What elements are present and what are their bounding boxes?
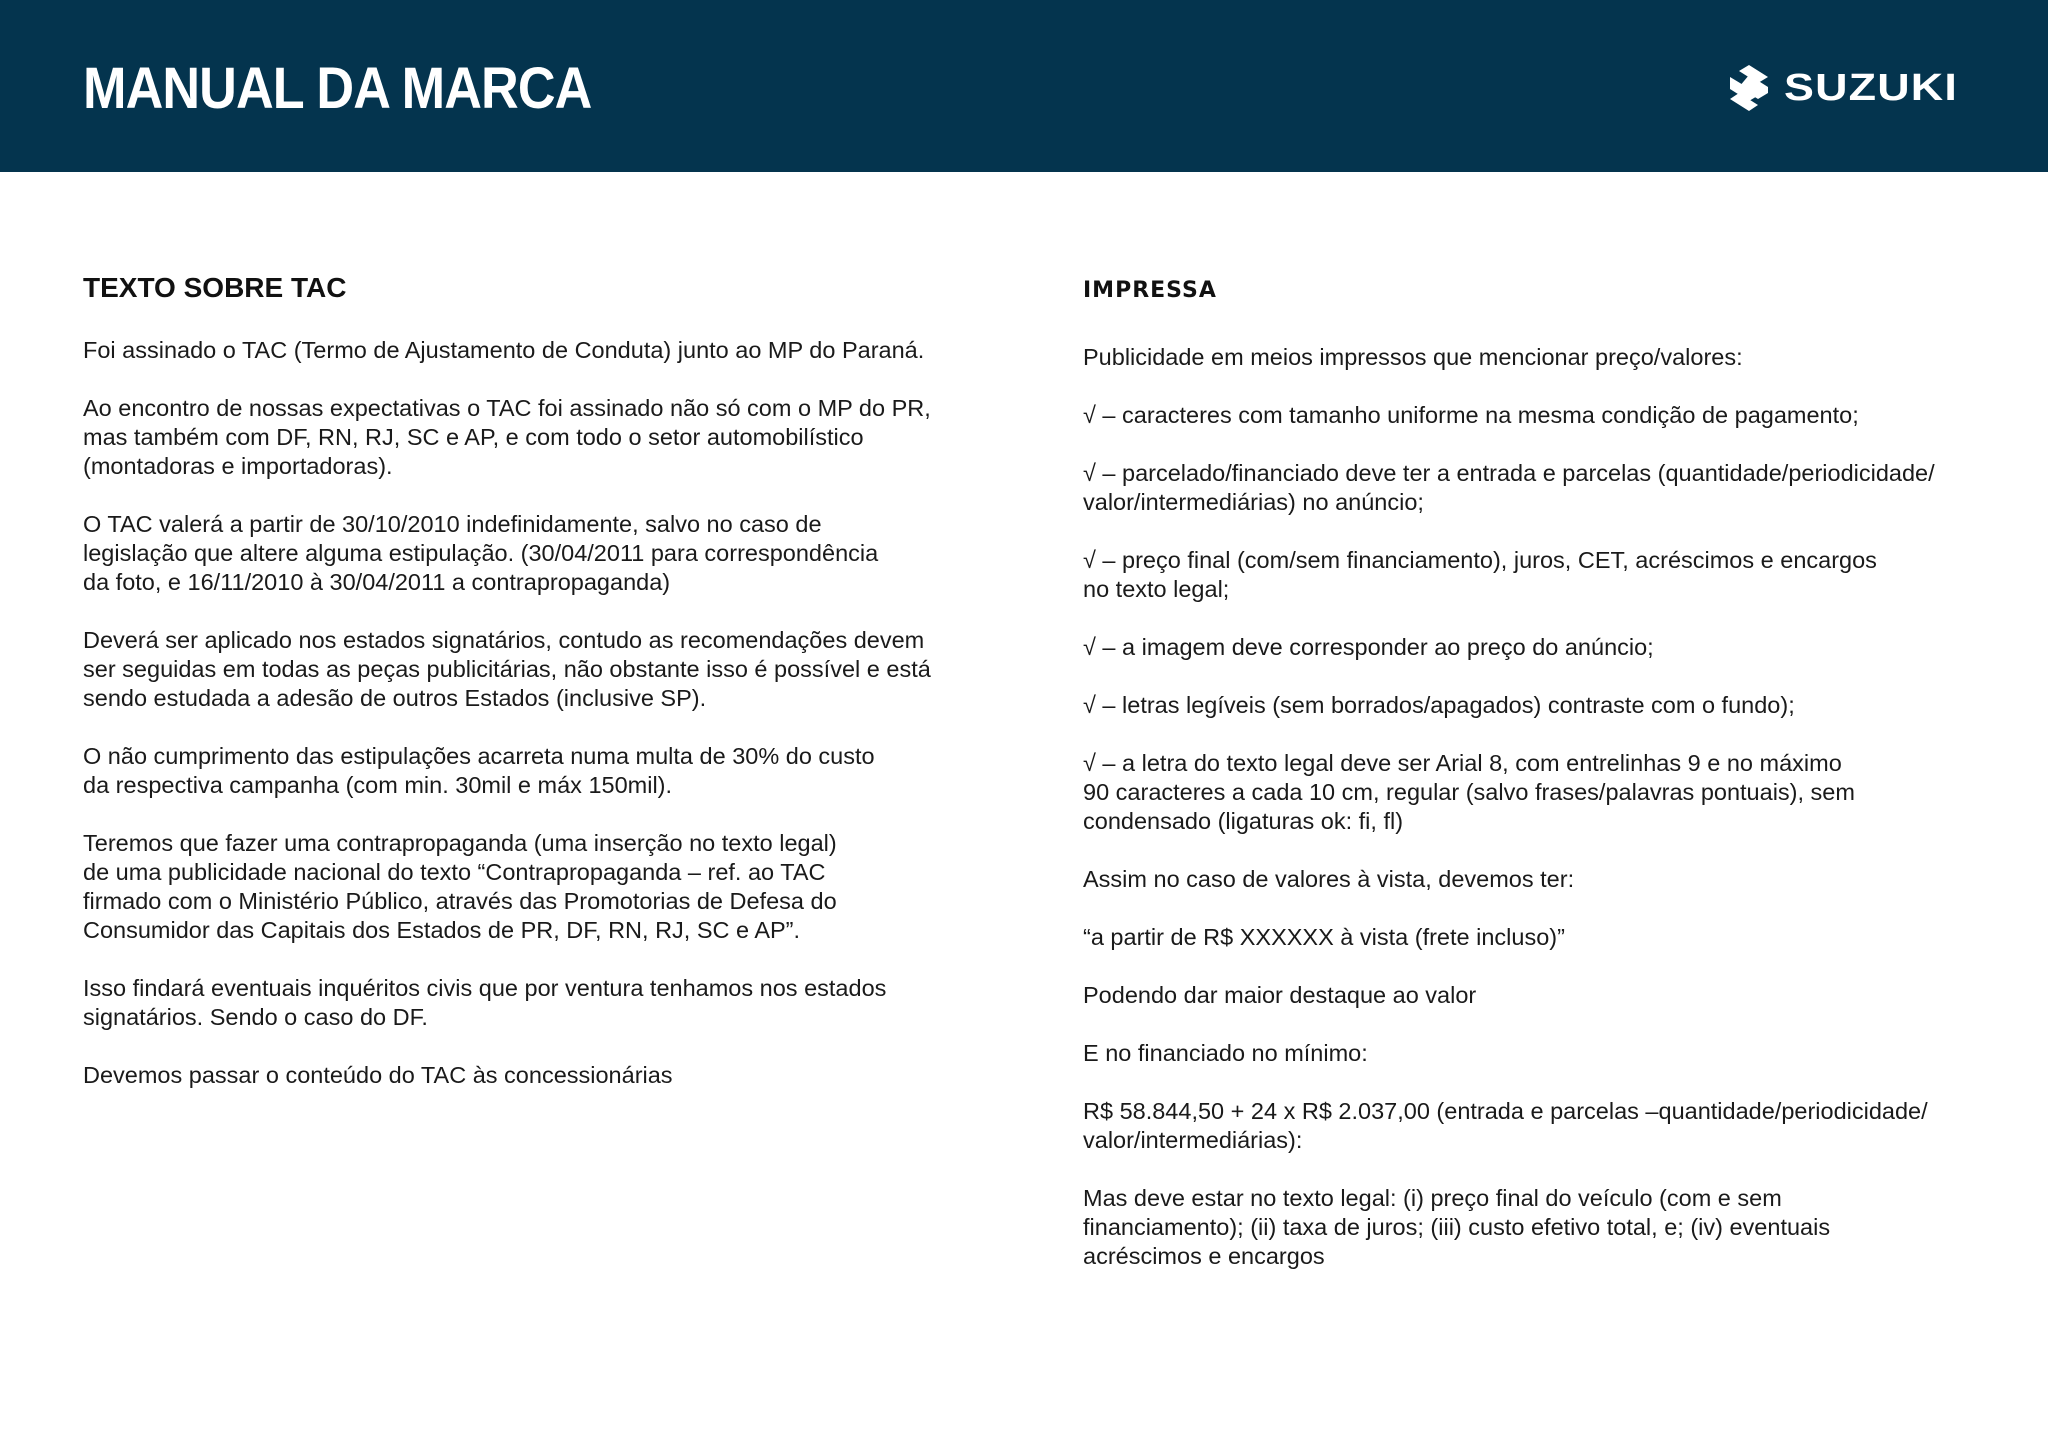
paragraph <box>83 336 983 365</box>
paragraph-line: Mas deve estar no texto legal: (i) preço final do veículo (com e sem <box>1083 1185 1782 1211</box>
paragraph-line: legislação que altere alguma estipulação. (30/04/2011 para correspondência <box>83 540 879 566</box>
paragraph <box>1083 459 2003 517</box>
paragraph <box>1083 343 2003 372</box>
paragraph <box>1083 546 2003 604</box>
paragraph <box>1083 749 2003 836</box>
paragraph-line: signatários. Sendo o caso do DF. <box>83 1004 428 1030</box>
left-column <box>83 266 983 1119</box>
section-heading-impressa: IMPRESSA <box>1083 278 1217 303</box>
paragraph-line: O TAC valerá a partir de 30/10/2010 indefinidamente, salvo no caso de <box>83 511 822 537</box>
paragraph <box>1083 401 2003 430</box>
paragraph-line: R$ 58.844,50 + 24 x R$ 2.037,00 (entrada e parcelas –quantidade/periodicidade/ <box>1083 1098 1928 1124</box>
paragraph <box>83 742 983 800</box>
paragraph <box>83 1061 983 1090</box>
paragraph-line: no texto legal; <box>1083 576 1230 602</box>
paragraph-line: O não cumprimento das estipulações acarreta numa multa de 30% do custo <box>83 743 875 769</box>
left-paragraphs <box>83 336 983 1090</box>
paragraph-line: Consumidor das Capitais dos Estados de PR, DF, RN, RJ, SC e AP”. <box>83 917 801 943</box>
paragraph-line: de uma publicidade nacional do texto “Contrapropaganda – ref. ao TAC <box>83 859 826 885</box>
paragraph <box>83 626 983 713</box>
paragraph-line: da respectiva campanha (com min. 30mil e máx 150mil). <box>83 772 673 798</box>
paragraph <box>83 974 983 1032</box>
paragraph <box>1083 865 2003 894</box>
paragraph-line: Ao encontro de nossas expectativas o TAC foi assinado não só com o MP do PR, <box>83 395 931 421</box>
paragraph-line: firmado com o Ministério Público, através das Promotorias de Defesa do <box>83 888 837 914</box>
paragraph <box>1083 633 2003 662</box>
paragraph-line: mas também com DF, RN, RJ, SC e AP, e com todo o setor automobilístico <box>83 424 864 450</box>
paragraph-line: √ – parcelado/financiado deve ter a entrada e parcelas (quantidade/periodicidade/ <box>1083 460 1935 486</box>
paragraph-line: Assim no caso de valores à vista, devemos ter: <box>1083 866 1575 892</box>
paragraph-line: financiamento); (ii) taxa de juros; (iii) custo efetivo total, e; (iv) eventuais <box>1083 1214 1831 1240</box>
page-title: MANUAL DA MARCA <box>83 56 592 121</box>
paragraph <box>1083 1039 2003 1068</box>
right-column <box>1083 266 2003 1300</box>
paragraph-line: Publicidade em meios impressos que mencionar preço/valores: <box>1083 344 1743 370</box>
paragraph-line: E no financiado no mínimo: <box>1083 1040 1368 1066</box>
paragraph-line: Isso findará eventuais inquéritos civis que por ventura tenhamos nos estados <box>83 975 887 1001</box>
paragraph <box>83 829 983 945</box>
paragraph-line: √ – a imagem deve corresponder ao preço do anúncio; <box>1083 634 1654 660</box>
paragraph-line: Deverá ser aplicado nos estados signatários, contudo as recomendações devem <box>83 627 925 653</box>
paragraph-line: “a partir de R$ XXXXXX à vista (frete incluso)” <box>1083 924 1565 950</box>
paragraph-line: (montadoras e importadoras). <box>83 453 393 479</box>
paragraph-line: sendo estudada a adesão de outros Estados (inclusive SP). <box>83 685 707 711</box>
suzuki-logo <box>1724 60 1958 116</box>
header-bar <box>0 0 2048 172</box>
brand-name: SUZUKI <box>1784 67 1958 109</box>
paragraph-line: 90 caracteres a cada 10 cm, regular (salvo frases/palavras pontuais), sem <box>1083 779 1855 805</box>
paragraph-line: √ – caracteres com tamanho uniforme na mesma condição de pagamento; <box>1083 402 1859 428</box>
paragraph-line: ser seguidas em todas as peças publicitárias, não obstante isso é possível e está <box>83 656 931 682</box>
paragraph-line: Foi assinado o TAC (Termo de Ajustamento de Conduta) junto ao MP do Paraná. <box>83 337 925 363</box>
paragraph-line: Teremos que fazer uma contrapropaganda (uma inserção no texto legal) <box>83 830 837 856</box>
paragraph <box>1083 1184 2003 1271</box>
paragraph-line: condensado (ligaturas ok: fi, fl) <box>1083 808 1404 834</box>
paragraph <box>83 510 983 597</box>
paragraph-line: valor/intermediárias) no anúncio; <box>1083 489 1424 515</box>
paragraph-line: √ – a letra do texto legal deve ser Arial 8, com entrelinhas 9 e no máximo <box>1083 750 1842 776</box>
paragraph-line: da foto, e 16/11/2010 à 30/04/2011 a contrapropaganda) <box>83 569 671 595</box>
paragraph-line: Devemos passar o conteúdo do TAC às concessionárias <box>83 1062 673 1088</box>
paragraph <box>1083 981 2003 1010</box>
paragraph <box>1083 1097 2003 1155</box>
paragraph-line: √ – letras legíveis (sem borrados/apagados) contraste com o fundo); <box>1083 692 1795 718</box>
paragraph <box>1083 691 2003 720</box>
paragraph-line: Podendo dar maior destaque ao valor <box>1083 982 1477 1008</box>
paragraph-line: acréscimos e encargos <box>1083 1243 1325 1269</box>
paragraph <box>83 394 983 481</box>
paragraph <box>1083 923 2003 952</box>
paragraph-line: valor/intermediárias): <box>1083 1127 1303 1153</box>
section-heading-tac: TEXTO SOBRE TAC <box>83 272 347 303</box>
paragraph-line: √ – preço final (com/sem financiamento), juros, CET, acréscimos e encargos <box>1083 547 1877 573</box>
suzuki-s-icon <box>1724 63 1774 113</box>
right-paragraphs <box>1083 343 2003 1271</box>
